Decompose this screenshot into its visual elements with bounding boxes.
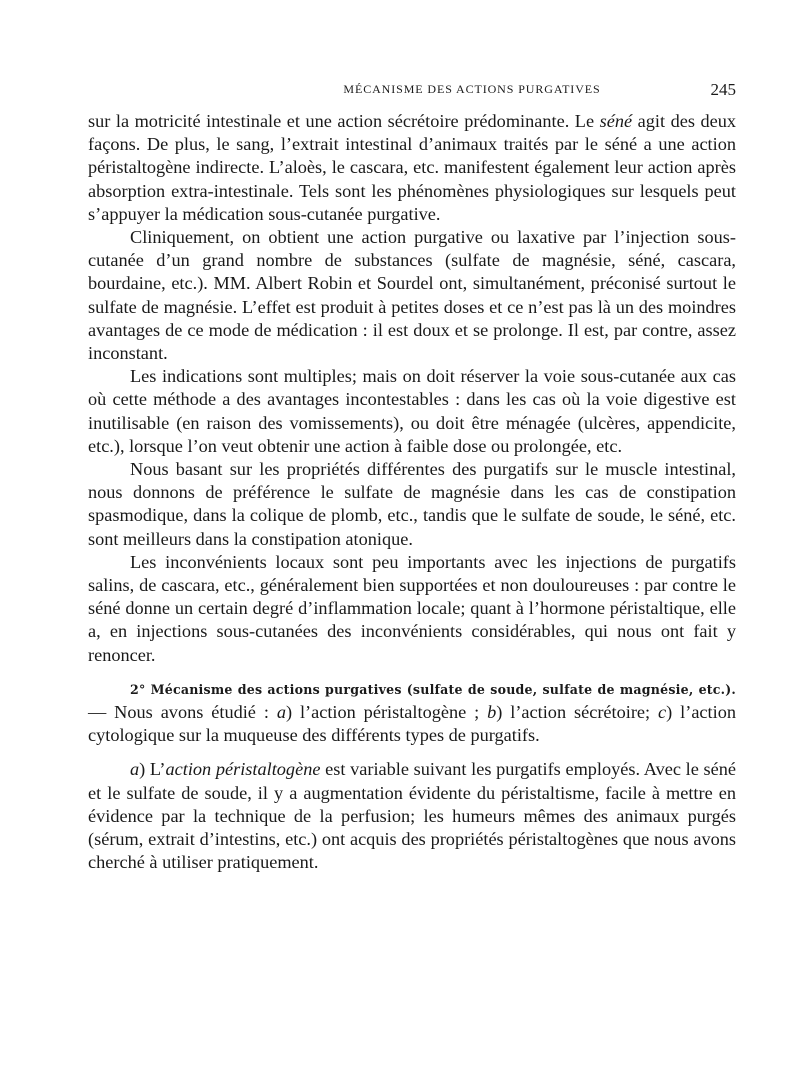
body-text: [88, 110, 736, 875]
paragraph-7-italic-title: action péristaltogène: [165, 759, 321, 780]
paragraph-5: Les inconvénients locaux sont peu importants avec les injections de purgatifs salins, de cascara, etc., généralement bien supportées et non douloureuses : par contre le séné donne un certain degré d’inflammation locale; quant à l’hormone péristaltique, elle a, en injections sous-cutanées des inconvénients considérables, qui nous ont fait y renoncer.: [88, 551, 736, 665]
section-2-italic-a: a: [276, 702, 286, 723]
section-2-paragraph: [88, 677, 736, 748]
paragraph-7-text-1: ) L’: [139, 759, 166, 780]
section-2-italic-b: b: [487, 702, 497, 723]
section-2-text-1: — Nous avons étudié :: [88, 702, 277, 723]
paragraph-3: Les indications sont multiples; mais on doit réserver la voie sous-cutanée aux cas où cette méthode a des avantages incontestables : dans les cas où la voie digestive est inutilisable (en raison des vomissements), ou doit être ménagée (ulcères, appendicite, etc.), lorsque l’on veut obtenir une action à faible dose ou prolongée, etc.: [88, 366, 736, 456]
section-2-text-2: ) l’action péristaltogène ;: [285, 702, 488, 723]
section-2-text-3: ) l’action sécrétoire;: [496, 702, 659, 723]
paragraph-1-text-c: agit des deux façons. De plus, le sang, l’extrait intestinal d’animaux traités par le séné a une action péristaltogène indirecte. L’aloès, le cascara, etc. manifestent également leur action après absorption extra-intestinale. Tels sont les phénomènes physiologiques sur lesquels peut s’appuyer la médication sous-cutanée purgative.: [88, 111, 736, 224]
section-2-heading: 2° Mécanisme des actions purgatives (sulfate de soude, sulfate de magnésie, etc.).: [130, 681, 736, 697]
paragraph-1: [88, 110, 736, 226]
running-head: [88, 80, 736, 100]
running-title: MÉCANISME DES ACTIONS PURGATIVES: [343, 82, 601, 96]
section-2-italic-c: c: [658, 702, 667, 723]
paragraph-action-peristaltogene: [88, 758, 736, 874]
paragraph-1-text-a: sur la motricité intestinale et une action sécrétoire prédominante. Le: [88, 111, 600, 131]
paragraph-7-text-2: est variable suivant les purgatifs employés. Avec le séné et le sulfate de soude, il y a augmentation évidente du péristaltisme, facile à mettre en évidence par la technique de la perfusion; les humeurs mêmes des animaux purgés (sérum, extrait d’intestins, etc.) ont acquis des propriétés péristaltogènes que nous avons cherché à utiliser pratiquement.: [88, 759, 736, 873]
page-number: 245: [710, 80, 736, 99]
paragraph-4: Nous basant sur les propriétés différentes des purgatifs sur le muscle intestinal, nous donnons de préférence le sulfate de magnésie dans les cas de constipation spasmodique, dans la colique de plomb, etc., tandis que le sulfate de soude, le séné, etc. sont meilleurs dans la constipation atonique.: [88, 459, 736, 549]
section-2-text-4: ) l’action cytologique sur la muqueuse des différents types de purgatifs.: [88, 702, 736, 746]
paragraph-7-italic-a: a: [130, 759, 140, 780]
paragraph-1-italic-sene: séné: [599, 111, 633, 131]
paragraph-2: Cliniquement, on obtient une action purgative ou laxative par l’injection sous-cutanée d’un grand nombre de substances (sulfate de magnésie, séné, cascara, bourdaine, etc.). MM. Albert Robin et Sourdel ont, simultanément, préconisé surtout le sulfate de magnésie. L’effet est produit à petites doses et ce n’est pas là un des moindres avantages de ce mode de médication : il est doux et se prolonge. Il est, par contre, assez inconstant.: [88, 227, 736, 364]
